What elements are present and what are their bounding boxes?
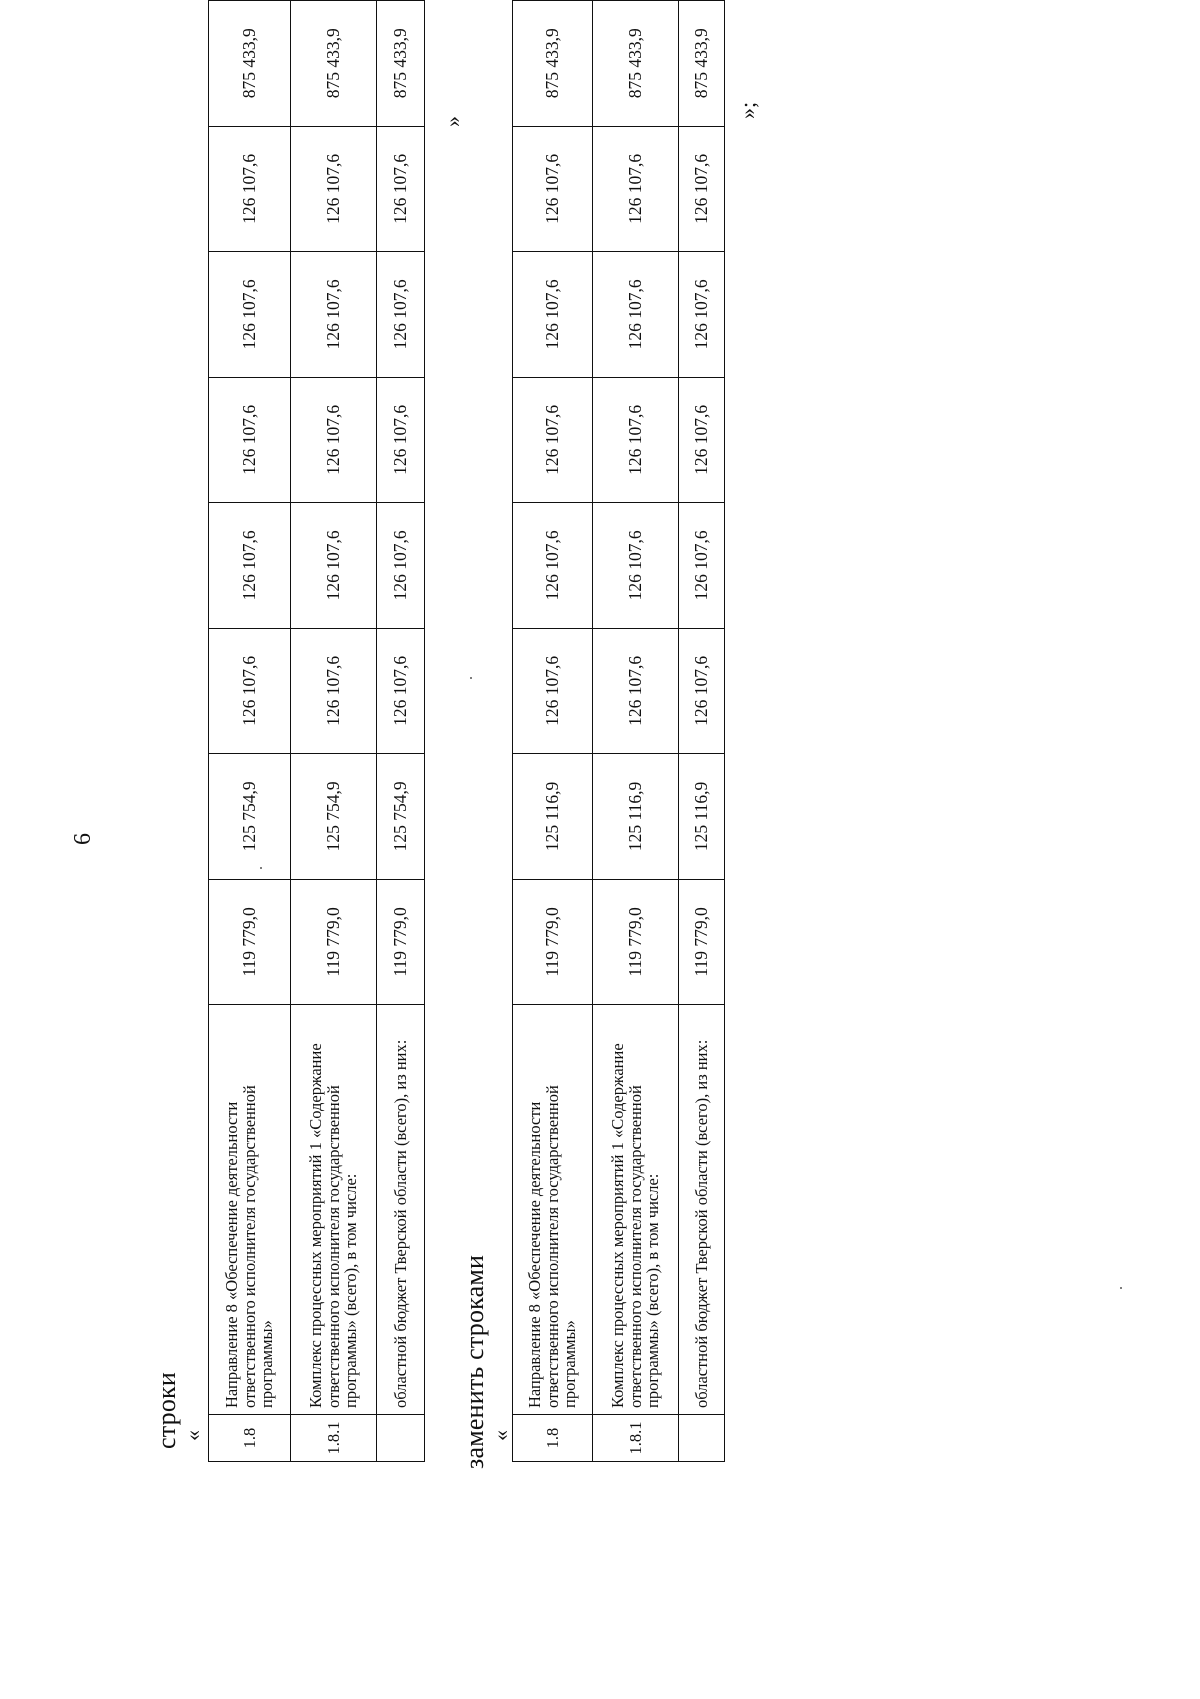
value-cell-7: 126 107,6: [593, 126, 679, 252]
close-quote-new: »;: [735, 101, 760, 119]
value-cell-4: 126 107,6: [513, 503, 593, 629]
row-name: Комплекс процессных мероприятий 1 «Содержание ответственного исполнителя государственной программы» (всего), в том числе:: [291, 1005, 377, 1415]
open-quote-old: «: [180, 1430, 205, 1441]
value-cell-4: 126 107,6: [377, 503, 425, 629]
value-cell-8: 875 433,9: [513, 1, 593, 127]
value-cell-2: 125 754,9: [377, 754, 425, 880]
value-cell-5: 126 107,6: [209, 377, 291, 503]
value-cell-6: 126 107,6: [377, 252, 425, 378]
value-cell-8: 875 433,9: [377, 1, 425, 127]
value-cell-4: 126 107,6: [679, 503, 725, 629]
value-cell-8: 875 433,9: [593, 1, 679, 127]
value-cell-3: 126 107,6: [291, 628, 377, 754]
value-cell-3: 126 107,6: [513, 628, 593, 754]
value-cell-1: 119 779,0: [513, 879, 593, 1005]
value-cell-2: 125 754,9: [209, 754, 291, 880]
value-cell-1: 119 779,0: [291, 879, 377, 1005]
row-name: областной бюджет Тверской области (всего), из них:: [679, 1005, 725, 1415]
row-name: Направление 8 «Обеспечение деятельности ответственного исполнителя государственной программы»: [209, 1005, 291, 1415]
value-cell-4: 126 107,6: [209, 503, 291, 629]
value-cell-7: 126 107,6: [377, 126, 425, 252]
row-name: Комплекс процессных мероприятий 1 «Содержание ответственного исполнителя государственной программы» (всего), в том числе:: [593, 1005, 679, 1415]
scan-speck: [470, 677, 472, 679]
row-name: Направление 8 «Обеспечение деятельности ответственного исполнителя государственной программы»: [513, 1005, 593, 1415]
value-cell-8: 875 433,9: [209, 1, 291, 127]
row-code: [377, 1415, 425, 1462]
value-cell-4: 126 107,6: [593, 503, 679, 629]
value-cell-6: 126 107,6: [513, 252, 593, 378]
section-heading-old: строки: [152, 1372, 181, 1449]
table-row: [209, 1, 291, 1462]
row-code: 1.8: [209, 1415, 291, 1462]
table-row: [679, 1, 725, 1462]
row-code: 1.8.1: [291, 1415, 377, 1462]
value-cell-1: 119 779,0: [209, 879, 291, 1005]
value-cell-6: 126 107,6: [593, 252, 679, 378]
value-cell-5: 126 107,6: [377, 377, 425, 503]
row-code: [679, 1415, 725, 1462]
close-quote-old: »: [440, 116, 465, 127]
value-cell-5: 126 107,6: [513, 377, 593, 503]
budget-table-old: [208, 0, 425, 1462]
value-cell-7: 126 107,6: [513, 126, 593, 252]
row-code: 1.8: [513, 1415, 593, 1462]
value-cell-7: 126 107,6: [291, 126, 377, 252]
value-cell-3: 126 107,6: [593, 628, 679, 754]
value-cell-1: 119 779,0: [593, 879, 679, 1005]
table-row: [291, 1, 377, 1462]
value-cell-4: 126 107,6: [291, 503, 377, 629]
value-cell-5: 126 107,6: [291, 377, 377, 503]
value-cell-8: 875 433,9: [291, 1, 377, 127]
table-row: [513, 1, 593, 1462]
value-cell-3: 126 107,6: [377, 628, 425, 754]
value-cell-2: 125 754,9: [291, 754, 377, 880]
value-cell-3: 126 107,6: [209, 628, 291, 754]
value-cell-8: 875 433,9: [679, 1, 725, 127]
value-cell-2: 125 116,9: [513, 754, 593, 880]
page-number: 6: [70, 833, 96, 845]
table-row: [377, 1, 425, 1462]
value-cell-3: 126 107,6: [679, 628, 725, 754]
open-quote-new: «: [488, 1430, 513, 1441]
value-cell-1: 119 779,0: [377, 879, 425, 1005]
value-cell-2: 125 116,9: [593, 754, 679, 880]
section-heading-new: заменить строками: [460, 1254, 489, 1469]
table-row: [593, 1, 679, 1462]
scan-speck: [260, 867, 262, 869]
value-cell-5: 126 107,6: [679, 377, 725, 503]
value-cell-7: 126 107,6: [209, 126, 291, 252]
value-cell-6: 126 107,6: [209, 252, 291, 378]
row-name: областной бюджет Тверской области (всего), из них:: [377, 1005, 425, 1415]
value-cell-7: 126 107,6: [679, 126, 725, 252]
row-code: 1.8.1: [593, 1415, 679, 1462]
value-cell-5: 126 107,6: [593, 377, 679, 503]
scan-speck: [1120, 1287, 1122, 1289]
value-cell-2: 125 116,9: [679, 754, 725, 880]
value-cell-6: 126 107,6: [679, 252, 725, 378]
value-cell-1: 119 779,0: [679, 879, 725, 1005]
budget-table-new: [512, 0, 725, 1462]
value-cell-6: 126 107,6: [291, 252, 377, 378]
